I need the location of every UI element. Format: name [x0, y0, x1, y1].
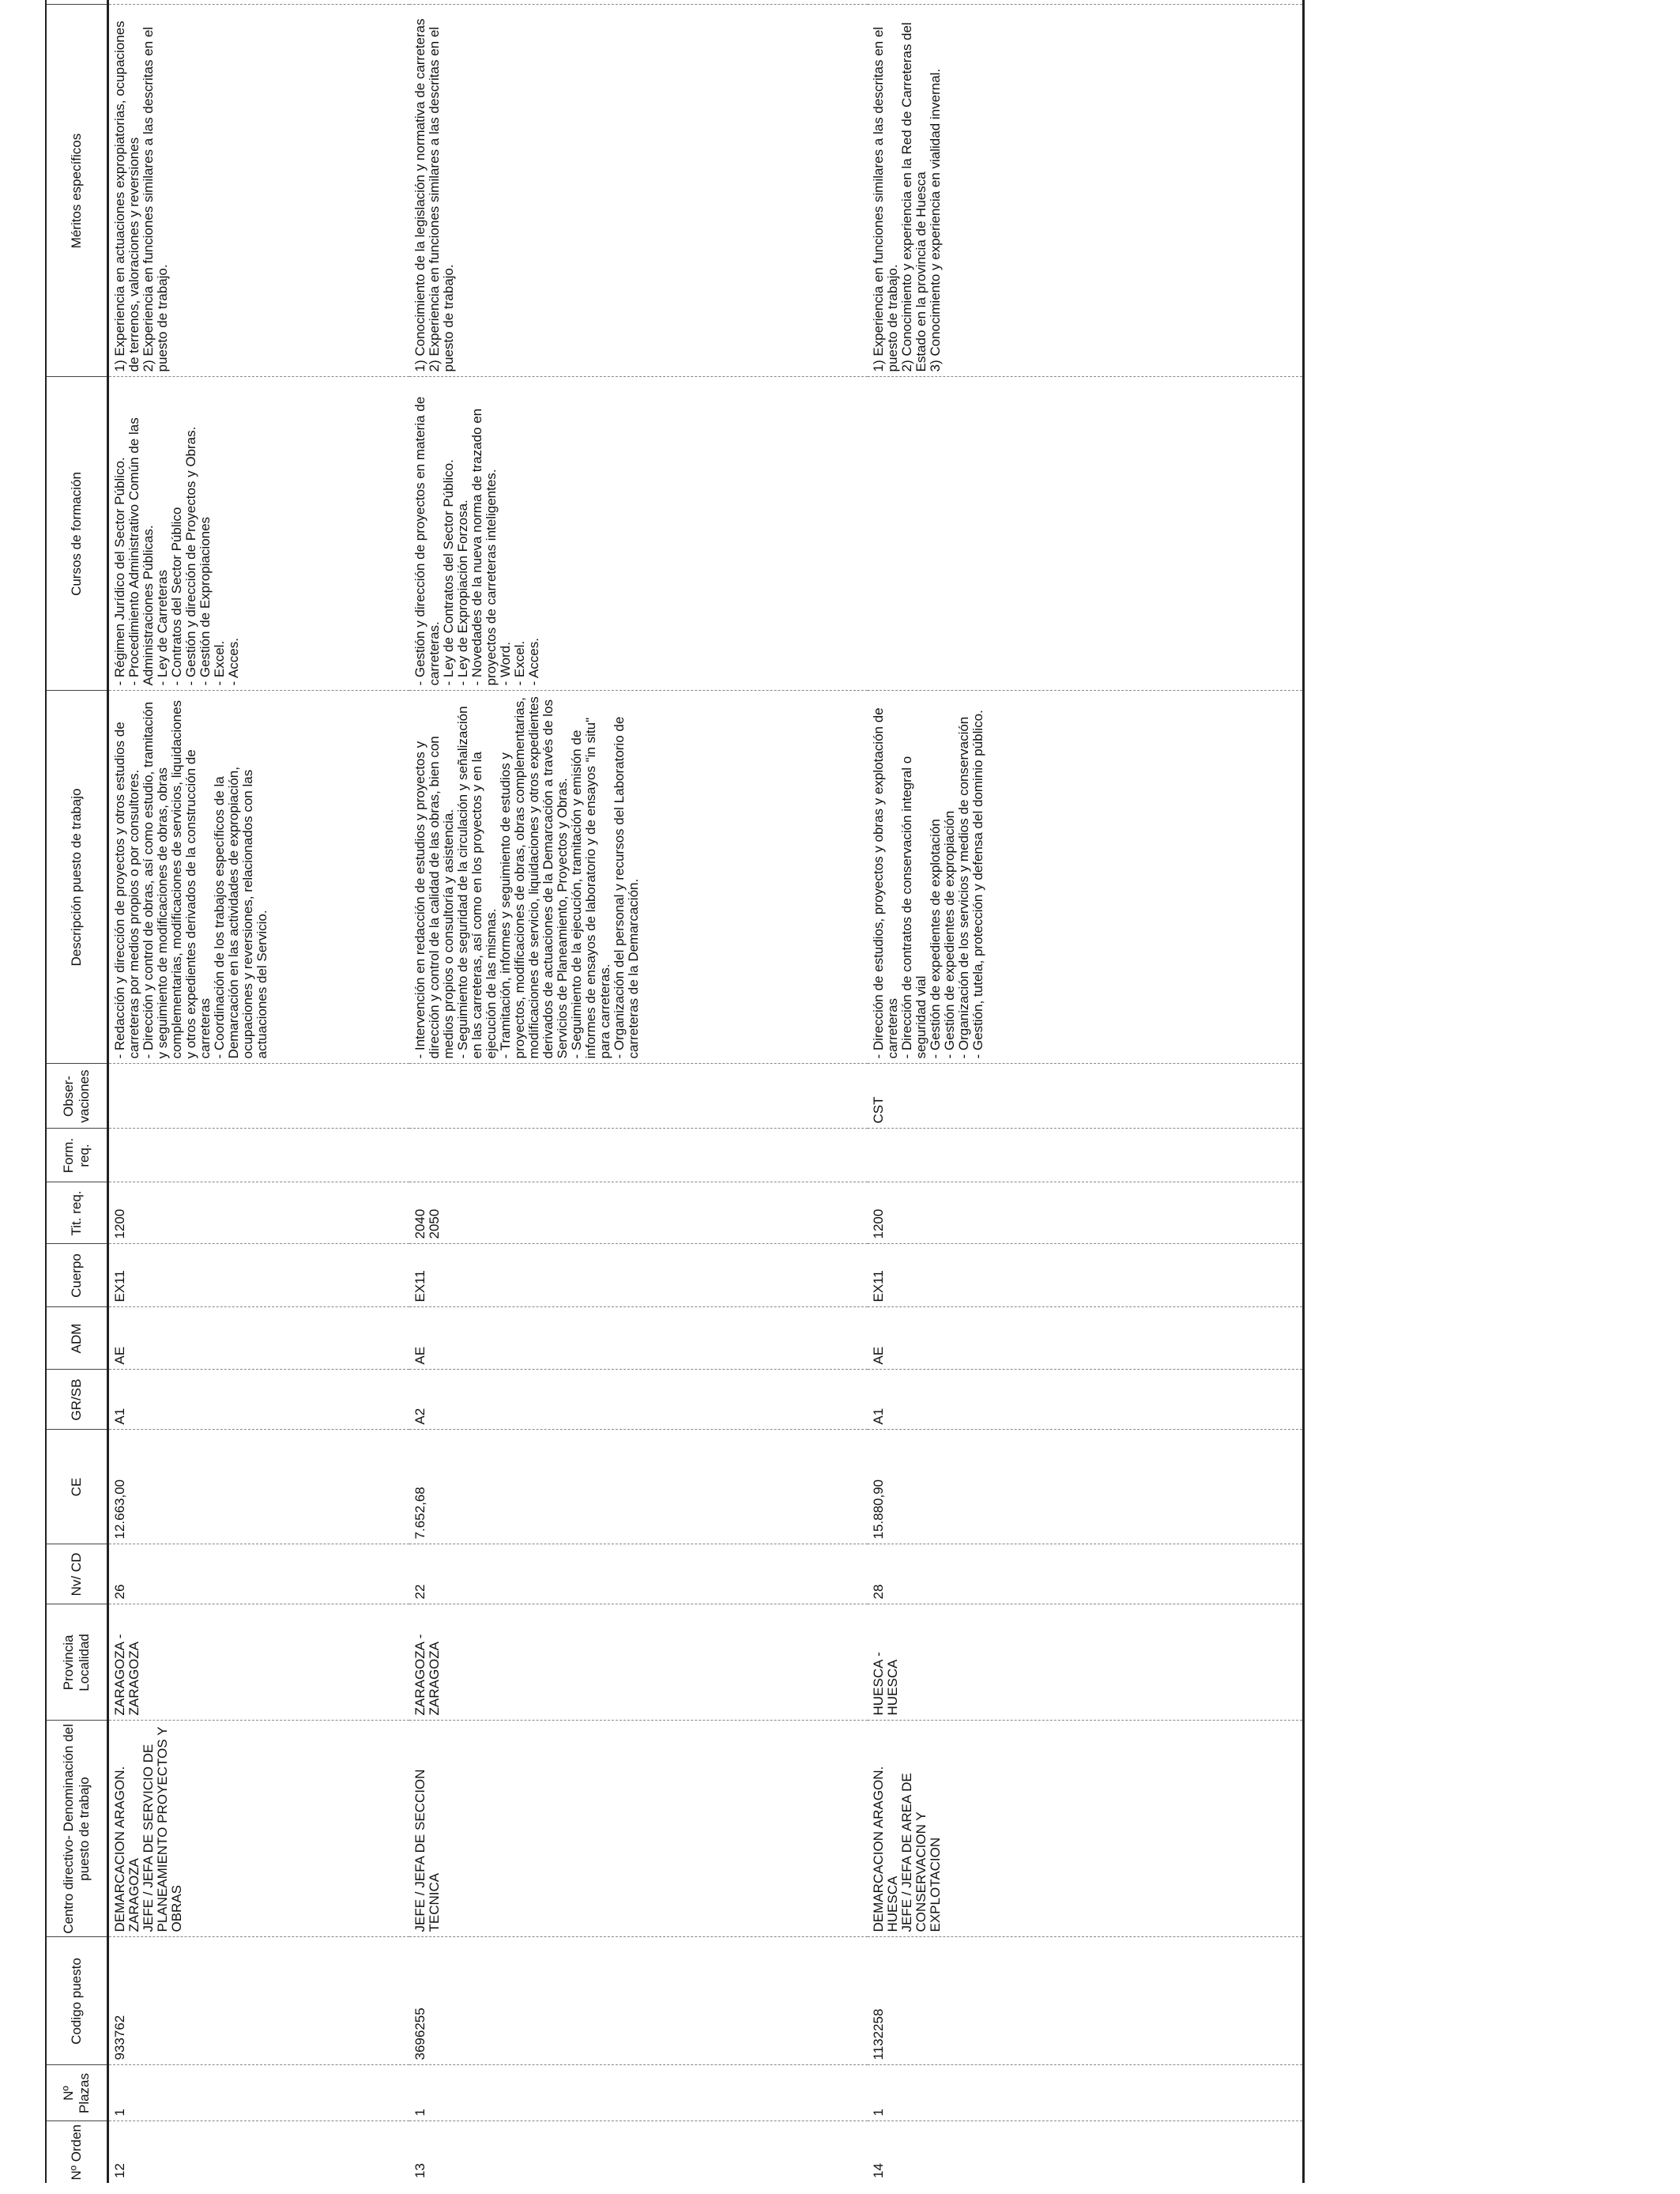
cell-ce: 7.652,68 [409, 1430, 868, 1544]
cell-max [868, 0, 1304, 5]
cell-nivel: 28 [868, 1544, 1304, 1604]
cell-observaciones [409, 1064, 868, 1129]
cell-provincia: ZARAGOZA - ZARAGOZA [409, 1604, 868, 1721]
cell-formacion [868, 1129, 1304, 1182]
cell-descripcion: - Redacción y dirección de proyectos y otros estudios de carreteras por medios propios o por consultores. - Dirección y control de obras, así como estudio, tramitación y seguimiento de modificaciones de obras, obras complementarias, modificaciones de servicios, liquidaciones y otros expedientes derivados de la construcción de carreteras - Coordinación de los trabajos específicos de la Demarcación en las actividades de expropiación, ocupaciones y reversiones, relacionados con las actuaciones del Servicio. [108, 691, 410, 1064]
table-row [868, 0, 1304, 2183]
cell-max [108, 0, 410, 5]
cell-descripcion: - Intervención en redacción de estudios y proyectos y dirección y control de la calidad de las obras, bien con medios propios o consultoría y asistencia. - Seguimiento de seguridad de la circulación y señalización en las carreteras, así como en los proyectos y en la ejecución de las mismas. - Tramitación, informes y seguimiento de estudios y proyectos, modificaciones de obras, obras complementarias, modificaciones de servicio, liquidaciones y otros expedientes derivados de actuaciones de la Demarcación a través de los Servicios de Planeamiento, Proyectos y Obras. - Seguimiento de la ejecución, tramitación y emisión de informes de ensayos de laboratorio y de ensayos "in situ" para carreteras. - Organización del personal y recursos del Laboratorio de carreteras de la Demarcación. [409, 691, 868, 1064]
cell-adm: AE [409, 1307, 868, 1370]
cell-cuerpo: EX11 [108, 1244, 410, 1307]
cell-grsb: A1 [108, 1370, 410, 1430]
cell-cuerpo: EX11 [409, 1244, 868, 1307]
header-ce: CE [46, 1430, 108, 1544]
table-row [108, 0, 410, 2183]
cell-ce: 12.663,00 [108, 1430, 410, 1544]
header-centro: Centro directivo- Denominación del puesto de trabajo [46, 1721, 108, 1937]
cell-formacion [409, 1129, 868, 1182]
cell-orden: 13 [412, 2163, 428, 2178]
centro-directivo: DEMARCACION ARAGON. HUESCA [871, 1766, 900, 1932]
cell-max [409, 0, 868, 5]
cell-ce: 15.880,90 [868, 1430, 1304, 1544]
header-descripcion: Descripción puesto de trabajo [46, 691, 108, 1064]
cell-nivel: 22 [409, 1544, 868, 1604]
cell-grsb: A2 [409, 1370, 868, 1430]
header-provincia: Provincia Localidad [46, 1604, 108, 1721]
header-cuerpo: Cuerpo [46, 1244, 108, 1307]
cell-orden: 12 [112, 2163, 127, 2178]
cell-codigo: 3696255 [409, 1937, 868, 2065]
header-plazas: Nº Plazas [46, 2065, 108, 2121]
cell-orden: 14 [868, 2121, 1304, 2183]
header-titulacion: Tit. req. [46, 1182, 108, 1244]
table-row [409, 0, 868, 2183]
header-cursos: Cursos de formación [46, 377, 108, 691]
cell-provincia: ZARAGOZA - ZARAGOZA [108, 1604, 410, 1721]
cell-titulacion: 2040 2050 [409, 1182, 868, 1244]
cell-meritos: 1) Conocimiento de la legislación y normativa de carreteras 2) Experiencia en funciones similares a las descritas en el puesto de trabajo. [409, 5, 868, 377]
denominacion-puesto: JEFE / JEFA DE SERVICIO DE PLANEAMIENTO PROYECTOS Y OBRAS [141, 1727, 184, 1932]
cell-adm: AE [868, 1307, 1304, 1370]
header-codigo: Codigo puesto [46, 1937, 108, 2065]
cell-cursos: - Régimen Jurídico del Sector Público. - Procedimiento Administrativo Común de las Administraciones Públicas. - Ley de Carreteras - Contratos del Sector Público - Gestión y dirección de Proyectos y Obras. - Gestión de Expropiaciones - Excel. - Acces. [108, 377, 410, 691]
cell-cursos: - Gestión y dirección de proyectos en materia de carreteras. - Ley de Contratos del Sector Público. - Ley de Expropiación Forzosa. - Novedades de la nueva norma de trazado en proyectos de carreteras inteligentes. - Word. - Excel. - Acces. [409, 377, 868, 691]
cell-plazas: 1 [868, 2065, 1304, 2121]
cell-plazas: 1 [409, 2065, 868, 2121]
header-grsb: GR/SB [46, 1370, 108, 1430]
cell-titulacion: 1200 [868, 1182, 1304, 1244]
cell-observaciones: CST [868, 1064, 1304, 1129]
header-adm: ADM [46, 1307, 108, 1370]
header-max [46, 0, 108, 5]
denominacion-puesto: JEFE / JEFA DE AREA DE CONSERVACION Y EXPLOTACION [899, 1773, 943, 1932]
header-nivel: Nv/ CD [46, 1544, 108, 1604]
cell-descripcion: - Dirección de estudios, proyectos y obras y explotación de carreteras - Dirección de contratos de conservación integral o seguridad vial - Gestión de expedientes de explotación - Gestión de expedientes de expropiación - Organización de los servicios y medios de conservación - Gestión, tutela, protección y defensa del dominio público. [868, 691, 1304, 1064]
cell-provincia: HUESCA - HUESCA [868, 1604, 1304, 1721]
header-observaciones: Obser- vaciones [46, 1064, 108, 1129]
cell-cuerpo: EX11 [868, 1244, 1304, 1307]
header-meritos: Méritos específicos [46, 5, 108, 377]
header-row [46, 0, 108, 2183]
cell-plazas: 1 [108, 2065, 410, 2121]
cell-meritos: 1) Experiencia en funciones similares a las descritas en el puesto de trabajo. 2) Conocimiento y experiencia en la Red de Carreteras del Estado en la provincia de Huesca 3) Conocimiento y experiencia en vialidad invernal. [868, 5, 1304, 377]
cell-centro [108, 1721, 410, 1937]
cell-cursos [868, 377, 1304, 691]
cell-observaciones [108, 1064, 410, 1129]
header-formacion: Form. req. [46, 1129, 108, 1182]
cell-formacion [108, 1129, 410, 1182]
cell-meritos: 1) Experiencia en actuaciones expropiatorias, ocupaciones de terrenos, valoraciones y reversiones 2) Experiencia en funciones similares a las descritas en el puesto de trabajo. [108, 5, 410, 377]
cell-centro [409, 1721, 868, 1937]
header-orden: Nº Orden [46, 2121, 108, 2183]
cell-codigo: 933762 [108, 1937, 410, 2065]
cell-codigo: 1132258 [868, 1937, 1304, 2065]
cell-titulacion: 1200 [108, 1182, 410, 1244]
cell-adm: AE [108, 1307, 410, 1370]
denominacion-puesto: JEFE / JEFA DE SECCION TECNICA [412, 1769, 442, 1932]
cell-grsb: A1 [868, 1370, 1304, 1430]
centro-directivo: DEMARCACION ARAGON. ZARAGOZA [112, 1766, 141, 1932]
cell-centro [868, 1721, 1304, 1937]
cell-nivel: 26 [108, 1544, 410, 1604]
puestos-table [45, 0, 1305, 2183]
